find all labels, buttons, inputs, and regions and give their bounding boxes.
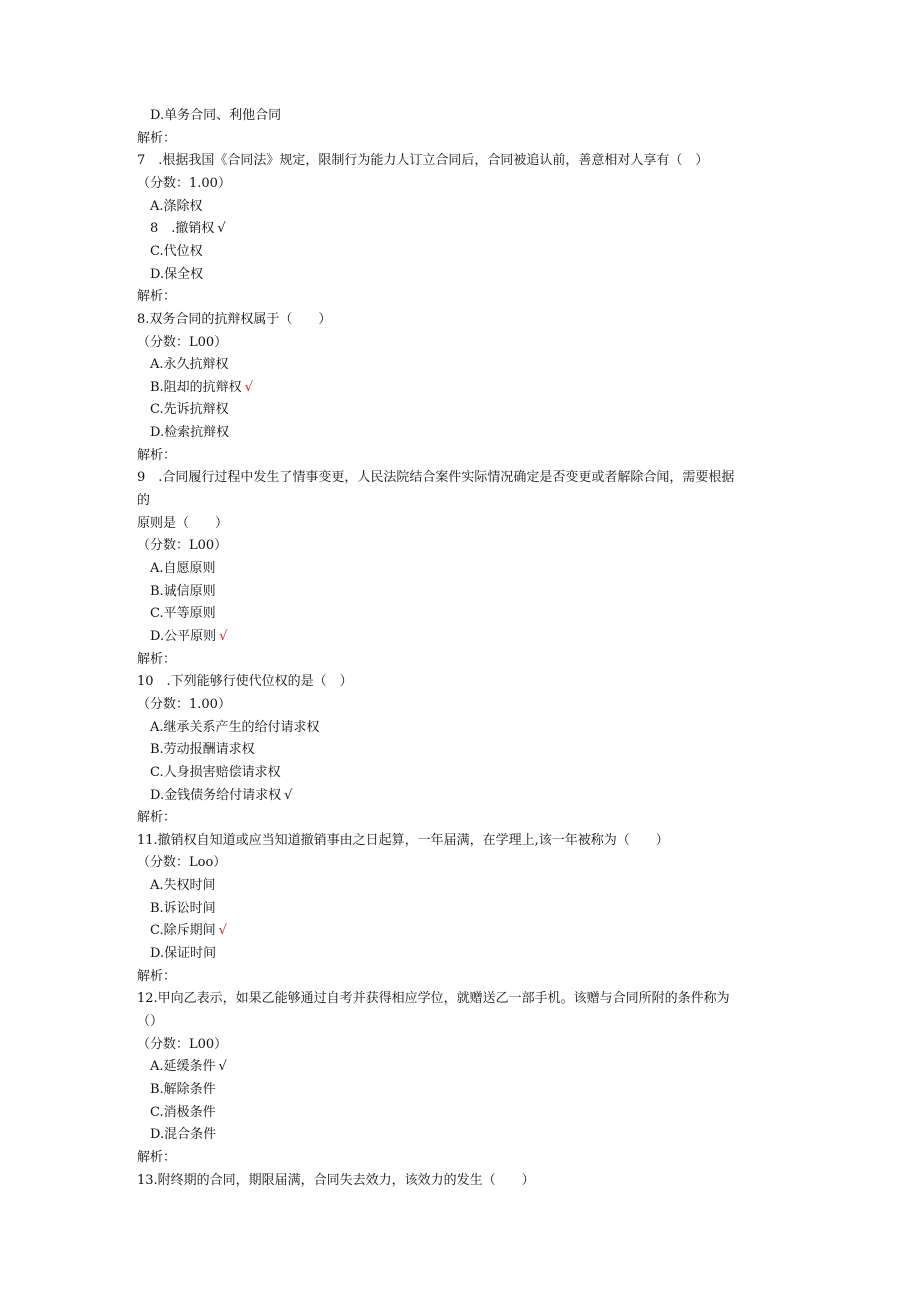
question-text: 的 bbox=[137, 493, 151, 508]
score-line bbox=[137, 334, 227, 352]
option-line bbox=[150, 266, 203, 284]
question-text: 10 .下列能够行使代位权的是（ ） bbox=[137, 674, 353, 689]
option-text: D.检索抗辩权 bbox=[150, 425, 230, 440]
question-text: 12.甲向乙表示，如果乙能够通过自考并获得相应学位，就赠送乙一部手机。该赠与合同所附的条件称为 bbox=[137, 991, 730, 1006]
score-line bbox=[137, 537, 227, 555]
option-text: A.涤除权 bbox=[150, 199, 203, 214]
option-text: B.阻却的抗辩权 bbox=[150, 380, 242, 395]
option-line bbox=[150, 787, 292, 805]
option-text: D.保全权 bbox=[150, 267, 204, 282]
question-line bbox=[137, 492, 150, 510]
option-text: D.单务合同、利他合同 bbox=[150, 108, 282, 123]
option-line bbox=[150, 1126, 216, 1144]
option-line bbox=[150, 719, 320, 737]
score-text: （分数：Loo） bbox=[137, 855, 227, 870]
question-line bbox=[137, 469, 734, 487]
option-text: C.平等原则 bbox=[150, 606, 216, 621]
option-text: A.延缓条件 bbox=[150, 1059, 216, 1074]
question-line bbox=[137, 832, 669, 850]
question-text: 11.撤销权自知道或应当知道撤销事由之日起算，一年届满，在学理上,该一年被称为（ ） bbox=[137, 833, 669, 848]
option-text: D.公平原则 bbox=[150, 629, 217, 644]
checkmark-icon: √ bbox=[218, 1059, 227, 1074]
checkmark-icon: √ bbox=[244, 380, 253, 395]
question-line bbox=[137, 152, 708, 170]
analysis-text: 解析： bbox=[137, 652, 177, 667]
option-line bbox=[150, 424, 229, 442]
option-text: C.消极条件 bbox=[150, 1105, 216, 1120]
question-text: 原则是（ ） bbox=[137, 516, 229, 531]
analysis-line bbox=[137, 447, 176, 465]
question-text: （） bbox=[137, 1014, 164, 1029]
analysis-line bbox=[137, 968, 176, 986]
score-text: （分数：L00） bbox=[137, 538, 228, 553]
option-text: C.人身损害赔偿请求权 bbox=[150, 765, 281, 780]
option-text: A.自愿原则 bbox=[150, 561, 216, 576]
question-line bbox=[137, 515, 228, 533]
option-line bbox=[150, 764, 281, 782]
option-text: B.诚信原则 bbox=[150, 584, 216, 599]
option-text: C.代位权 bbox=[150, 244, 203, 259]
option-line bbox=[150, 107, 281, 125]
analysis-line bbox=[137, 288, 176, 306]
option-line bbox=[150, 220, 226, 238]
analysis-text: 解析： bbox=[137, 448, 177, 463]
analysis-line bbox=[137, 130, 176, 148]
option-line bbox=[150, 945, 216, 963]
checkmark-icon: √ bbox=[219, 629, 228, 644]
question-line bbox=[137, 1013, 163, 1031]
option-line bbox=[150, 243, 203, 261]
question-text: 13.附终期的合同，期限届满，合同失去效力，该效力的发生（ ） bbox=[137, 1173, 535, 1188]
option-line bbox=[150, 583, 216, 601]
analysis-line bbox=[137, 809, 176, 827]
question-text: 9 .合同履行过程中发生了情事变更，人民法院结合案件实际情况确定是否变更或者解除合闻，需要根据 bbox=[137, 470, 735, 485]
option-text: B.劳动报酬请求权 bbox=[150, 742, 255, 757]
checkmark-icon: √ bbox=[218, 923, 227, 938]
analysis-text: 解析： bbox=[137, 969, 177, 984]
question-text: 8.双务合同的抗辩权属于（ ） bbox=[137, 312, 332, 327]
score-line bbox=[137, 696, 231, 714]
analysis-text: 解析： bbox=[137, 289, 177, 304]
option-text: D.混合条件 bbox=[150, 1127, 217, 1142]
option-text: B.诉讼时间 bbox=[150, 901, 216, 916]
option-line bbox=[150, 1058, 227, 1076]
score-line bbox=[137, 1036, 227, 1054]
option-text: C.先诉抗辩权 bbox=[150, 402, 229, 417]
question-line bbox=[137, 990, 730, 1008]
option-line bbox=[150, 628, 227, 646]
question-line bbox=[137, 673, 353, 691]
option-text: A.继承关系产生的给付请求权 bbox=[150, 720, 320, 735]
analysis-text: 解析： bbox=[137, 131, 177, 146]
option-line bbox=[150, 900, 216, 918]
option-line bbox=[150, 1104, 216, 1122]
option-line bbox=[150, 560, 216, 578]
checkmark-icon: √ bbox=[217, 221, 226, 236]
option-line bbox=[150, 877, 216, 895]
score-line bbox=[137, 175, 231, 193]
analysis-line bbox=[137, 651, 176, 669]
option-line bbox=[150, 356, 229, 374]
option-text: B.解除条件 bbox=[150, 1082, 216, 1097]
option-line bbox=[150, 741, 255, 759]
score-text: （分数：L00） bbox=[137, 1037, 228, 1052]
score-text: （分数：L00） bbox=[137, 335, 228, 350]
option-line bbox=[150, 605, 216, 623]
score-text: （分数：1.00） bbox=[137, 176, 231, 191]
option-line bbox=[150, 198, 203, 216]
option-text: 8 .撤销权 bbox=[150, 221, 215, 236]
option-text: D.保证时间 bbox=[150, 946, 217, 961]
option-line bbox=[150, 922, 227, 940]
analysis-line bbox=[137, 1149, 176, 1167]
analysis-text: 解析： bbox=[137, 810, 177, 825]
option-text: A.永久抗辩权 bbox=[150, 357, 229, 372]
option-text: A.失权时间 bbox=[150, 878, 216, 893]
score-text: （分数：1.00） bbox=[137, 697, 231, 712]
question-line bbox=[137, 1172, 535, 1190]
option-text: C.除斥期间 bbox=[150, 923, 216, 938]
question-line bbox=[137, 311, 331, 329]
checkmark-icon: √ bbox=[284, 788, 293, 803]
score-line bbox=[137, 854, 226, 872]
option-text: D.金钱债务给付请求权 bbox=[150, 788, 282, 803]
option-line bbox=[150, 1081, 216, 1099]
question-text: 7 .根据我国《合同法》规定，限制行为能力人订立合同后，合同被追认前，善意相对人享有（ ） bbox=[137, 153, 709, 168]
analysis-text: 解析： bbox=[137, 1150, 177, 1165]
option-line bbox=[150, 379, 253, 397]
option-line bbox=[150, 401, 229, 419]
